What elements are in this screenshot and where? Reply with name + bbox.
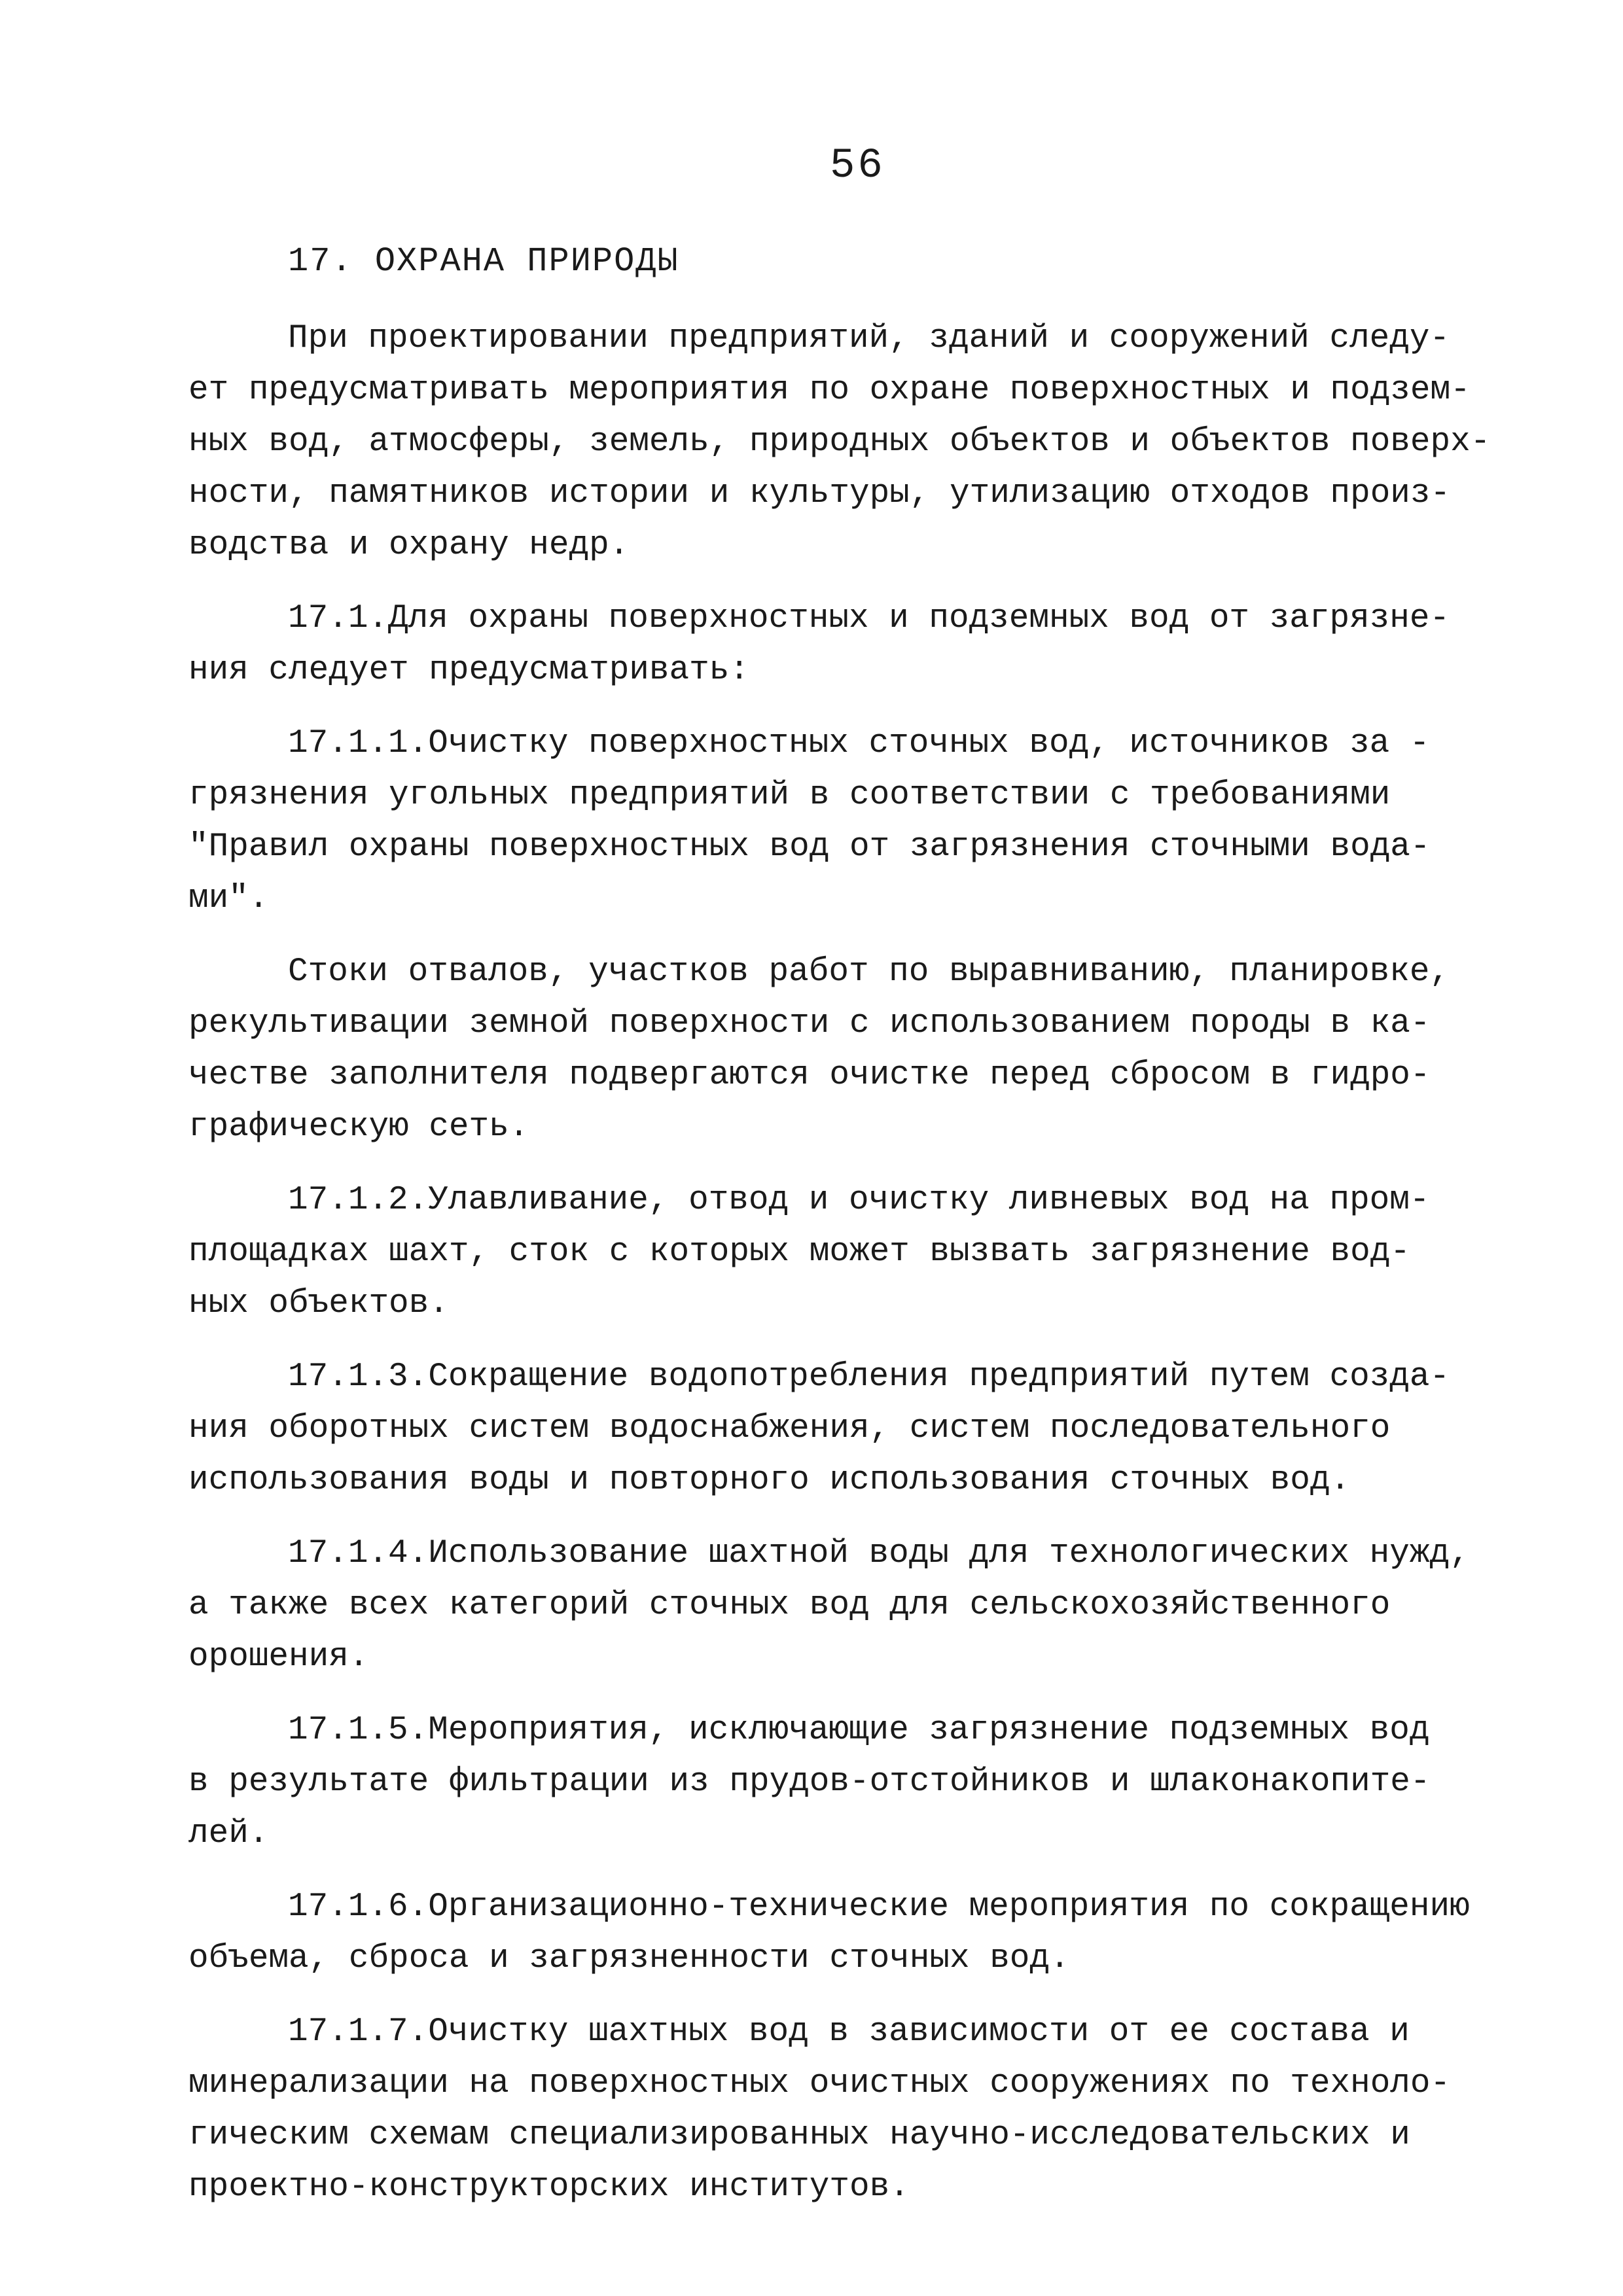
text-line: рекультивации земной поверхности с использованием породы в ка- <box>188 1005 1431 1042</box>
text-line: проектно-конструкторских институтов. <box>188 2168 910 2206</box>
section-heading <box>288 242 679 281</box>
text-line: ности, памятников истории и культуры, утилизацию отходов произ- <box>188 475 1451 512</box>
paragraph-stoki <box>188 946 1504 1153</box>
text-line: минерализации на поверхностных очистных сооружениях по техноло- <box>188 2065 1451 2102</box>
text-line: грязнения угольных предприятий в соответствии с требованиями <box>188 777 1391 814</box>
section-title: ОХРАНА ПРИРОДЫ <box>374 242 679 281</box>
text-line: При проектировании предприятий, зданий и сооружений следу- <box>288 320 1450 357</box>
text-line: ми". <box>188 880 269 917</box>
text-line: 17.1.5.Мероприятия, исключающие загрязнение подземных вод <box>288 1712 1430 1749</box>
text-line: 17.1.2.Улавливание, отвод и очистку ливневых вод на пром- <box>288 1182 1430 1219</box>
text-line: Стоки отвалов, участков работ по выравниванию, планировке, <box>288 953 1450 991</box>
paragraph-17-1-1 <box>188 718 1504 925</box>
text-line: графическую сеть. <box>188 1108 529 1146</box>
paragraph-17-1 <box>188 593 1504 696</box>
text-line: ных вод, атмосферы, земель, природных объектов и объектов поверх- <box>188 423 1491 461</box>
text-line: 17.1.3.Сокращение водопотребления предприятий путем созда- <box>288 1358 1450 1396</box>
text-line: "Правил охраны поверхностных вод от загрязнения сточными вода- <box>188 828 1431 866</box>
text-line: гическим схемам специализированных научно-исследовательских и <box>188 2117 1410 2154</box>
text-line: площадках шахт, сток с которых может вызвать загрязнение вод- <box>188 1233 1410 1271</box>
text-line: ния следует предусматривать: <box>188 652 749 689</box>
text-line: 17.1.Для охраны поверхностных и подземных вод от загрязне- <box>288 600 1450 637</box>
text-line: а также всех категорий сточных вод для сельскохозяйственного <box>188 1587 1391 1624</box>
text-line: использования воды и повторного использования сточных вод. <box>188 1462 1351 1499</box>
paragraph-17-1-6 <box>188 1881 1504 1985</box>
text-line: ет предусматривать мероприятия по охране поверхностных и подзем- <box>188 372 1471 409</box>
text-line: ных объектов. <box>188 1285 449 1322</box>
text-line: объема, сброса и загрязненности сточных вод. <box>188 1940 1070 1977</box>
text-line: 17.1.7.Очистку шахтных вод в зависимости от ее состава и <box>288 2013 1410 2051</box>
paragraph-17-1-4 <box>188 1528 1504 1683</box>
text-line: в результате фильтрации из прудов-отстойников и шлаконакопите- <box>188 1763 1431 1801</box>
page-number: 56 <box>830 143 885 190</box>
text-line: 17.1.1.Очистку поверхностных сточных вод, источников за - <box>288 725 1430 762</box>
text-line: 17.1.6.Организационно-технические мероприятия по сокращению <box>288 1888 1470 1926</box>
text-line: орошения. <box>188 1638 369 1676</box>
text-line: лей. <box>188 1815 269 1852</box>
text-line: ния оборотных систем водоснабжения, систем последовательного <box>188 1410 1391 1447</box>
section-number: 17. <box>288 242 353 281</box>
text-line: честве заполнителя подвергаются очистке перед сбросом в гидро- <box>188 1057 1431 1094</box>
paragraph-17-1-2 <box>188 1174 1504 1330</box>
paragraph-17-1-5 <box>188 1704 1504 1860</box>
document-body <box>188 313 1504 2234</box>
paragraph-17-1-3 <box>188 1351 1504 1506</box>
paragraph-17-1-7 <box>188 2006 1504 2213</box>
text-line: водства и охрану недр. <box>188 527 630 564</box>
paragraph-intro <box>188 313 1504 571</box>
text-line: 17.1.4.Использование шахтной воды для технологических нужд, <box>288 1535 1470 1572</box>
